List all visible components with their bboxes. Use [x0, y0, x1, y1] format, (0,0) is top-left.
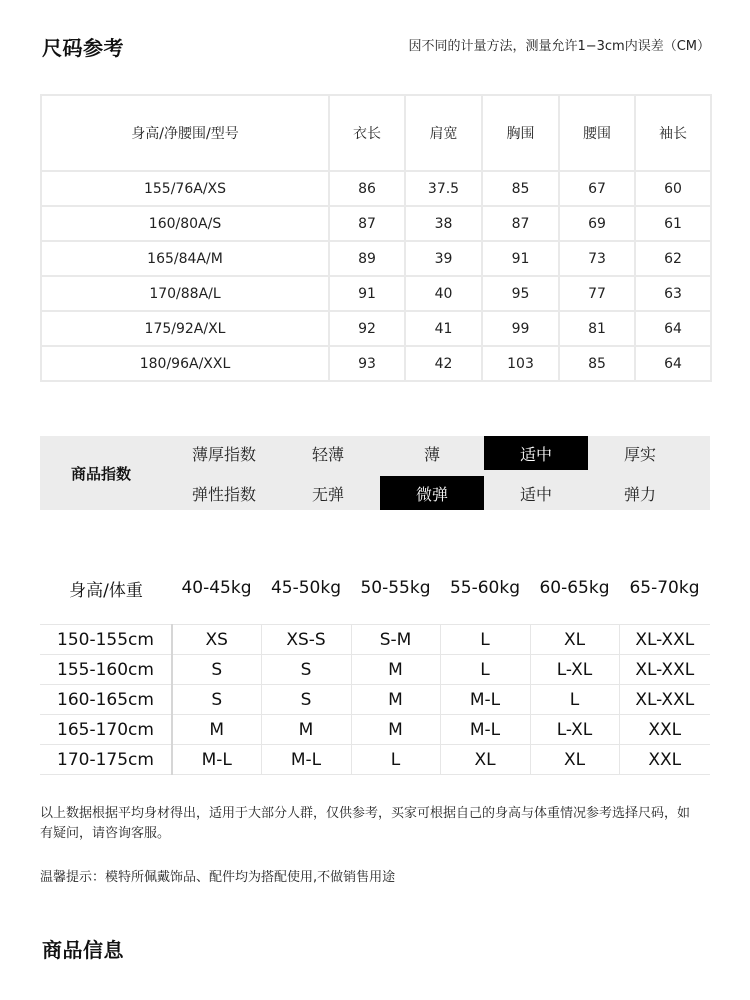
table-cell: 91 — [482, 241, 559, 276]
table-cell: S — [261, 655, 351, 685]
product-index-panel — [40, 436, 710, 510]
table-row — [41, 311, 711, 346]
table-cell: M — [351, 715, 440, 745]
column-header: 身高/体重 — [69, 580, 143, 601]
table-cell: 160/80A/S — [41, 206, 329, 241]
elasticity-index-row — [172, 476, 710, 510]
index-option: 厚实 — [623, 444, 656, 464]
table-cell: S — [172, 685, 261, 715]
table-cell: 86 — [329, 171, 405, 206]
measurement-note: 因不同的计量方法，测量允许1−3cm内误差（CM） — [408, 39, 710, 54]
table-cell: XXL — [619, 745, 710, 775]
column-header: 55-60kg — [449, 578, 521, 598]
table-row — [40, 715, 710, 745]
table-cell: XL — [530, 625, 619, 655]
column-header: 40-45kg — [181, 578, 252, 598]
table-row — [41, 206, 711, 241]
table-cell: 63 — [635, 276, 711, 311]
table-cell: M — [172, 715, 261, 745]
table-cell: 60 — [635, 171, 711, 206]
size-table-header — [41, 95, 711, 171]
table-cell: 170-175cm — [40, 745, 172, 775]
page-title: 尺码参考 — [42, 36, 124, 60]
index-option: 适中 — [484, 436, 588, 470]
height-weight-table — [40, 624, 710, 775]
column-header: 袖长 — [635, 95, 711, 171]
table-cell: 38 — [405, 206, 482, 241]
table-cell: 81 — [559, 311, 635, 346]
table-cell: 165/84A/M — [41, 241, 329, 276]
index-option: 无弹 — [311, 484, 344, 504]
table-cell: 180/96A/XXL — [41, 346, 329, 381]
table-cell: 91 — [329, 276, 405, 311]
table-cell: S — [172, 655, 261, 685]
table-cell: 93 — [329, 346, 405, 381]
table-cell: 92 — [329, 311, 405, 346]
table-cell: 69 — [559, 206, 635, 241]
table-cell: M-L — [172, 745, 261, 775]
table-cell: 95 — [482, 276, 559, 311]
table-cell: M-L — [261, 745, 351, 775]
column-header: 50-55kg — [360, 578, 431, 598]
table-cell: 87 — [329, 206, 405, 241]
table-cell: M — [351, 685, 440, 715]
size-reference-table — [40, 94, 712, 382]
table-cell: 67 — [559, 171, 635, 206]
product-info-title: 商品信息 — [42, 938, 124, 962]
table-cell: L-XL — [530, 715, 619, 745]
table-row — [40, 655, 710, 685]
table-cell: 165-170cm — [40, 715, 172, 745]
table-cell: 40 — [405, 276, 482, 311]
table-row — [41, 276, 711, 311]
table-cell: M — [351, 655, 440, 685]
column-header: 65-70kg — [629, 578, 700, 598]
column-header: 胸围 — [482, 95, 559, 171]
table-row — [40, 685, 710, 715]
table-cell: M — [261, 715, 351, 745]
table-cell: 87 — [482, 206, 559, 241]
table-cell: 89 — [329, 241, 405, 276]
table-row — [41, 241, 711, 276]
table-cell: 170/88A/L — [41, 276, 329, 311]
table-row — [41, 171, 711, 206]
table-cell: 42 — [405, 346, 482, 381]
table-cell: XL-XXL — [619, 685, 710, 715]
index-option: 轻薄 — [311, 444, 344, 464]
table-cell: 64 — [635, 346, 711, 381]
thickness-index-row — [172, 436, 710, 470]
column-header: 身高/净腰围/型号 — [41, 95, 329, 171]
table-cell: XS — [172, 625, 261, 655]
table-cell: M-L — [440, 685, 530, 715]
table-cell: S — [261, 685, 351, 715]
table-cell: 39 — [405, 241, 482, 276]
table-cell: L — [351, 745, 440, 775]
table-row — [41, 346, 711, 381]
column-header: 肩宽 — [405, 95, 482, 171]
table-cell: 73 — [559, 241, 635, 276]
table-cell: L — [530, 685, 619, 715]
index-option: 薄 — [423, 444, 440, 464]
table-cell: XL — [440, 745, 530, 775]
table-cell: 85 — [559, 346, 635, 381]
table-cell: 155/76A/XS — [41, 171, 329, 206]
column-header: 60-65kg — [539, 578, 610, 598]
column-header: 45-50kg — [270, 578, 342, 598]
table-cell: L — [440, 655, 530, 685]
table-cell: 77 — [559, 276, 635, 311]
table-cell: 85 — [482, 171, 559, 206]
table-cell: XXL — [619, 715, 710, 745]
table-cell: 155-160cm — [40, 655, 172, 685]
table-cell: M-L — [440, 715, 530, 745]
table-cell: 150-155cm — [40, 625, 172, 655]
table-cell: 41 — [405, 311, 482, 346]
table-cell: 37.5 — [405, 171, 482, 206]
size-disclaimer: 以上数据根据平均身材得出，适用于大部分人群，仅供参考，买家可根据自己的身高与体重情况参考选择尺码，如有疑问，请咨询客服。 — [40, 806, 691, 841]
table-cell: 160-165cm — [40, 685, 172, 715]
table-cell: 64 — [635, 311, 711, 346]
column-header: 衣长 — [329, 95, 405, 171]
table-cell: XL — [530, 745, 619, 775]
index-option: 弹力 — [623, 484, 656, 504]
table-row — [40, 625, 710, 655]
table-cell: L — [440, 625, 530, 655]
weight-table-header — [40, 570, 710, 606]
table-cell: 175/92A/XL — [41, 311, 329, 346]
index-name: 弹性指数 — [191, 484, 256, 504]
table-cell: L-XL — [530, 655, 619, 685]
index-name: 薄厚指数 — [191, 444, 256, 464]
index-option: 适中 — [519, 484, 552, 504]
model-accessory-tip: 温馨提示：模特所佩戴饰品、配件均为搭配使用,不做销售用途 — [40, 870, 396, 885]
column-header: 腰围 — [559, 95, 635, 171]
table-cell: XL-XXL — [619, 655, 710, 685]
table-cell: XS-S — [261, 625, 351, 655]
table-row — [40, 745, 710, 775]
table-cell: 103 — [482, 346, 559, 381]
table-cell: S-M — [351, 625, 440, 655]
table-cell: 61 — [635, 206, 711, 241]
table-cell: XL-XXL — [619, 625, 710, 655]
table-cell: 99 — [482, 311, 559, 346]
table-cell: 62 — [635, 241, 711, 276]
index-option: 微弹 — [380, 476, 484, 510]
product-index-label: 商品指数 — [70, 464, 131, 483]
